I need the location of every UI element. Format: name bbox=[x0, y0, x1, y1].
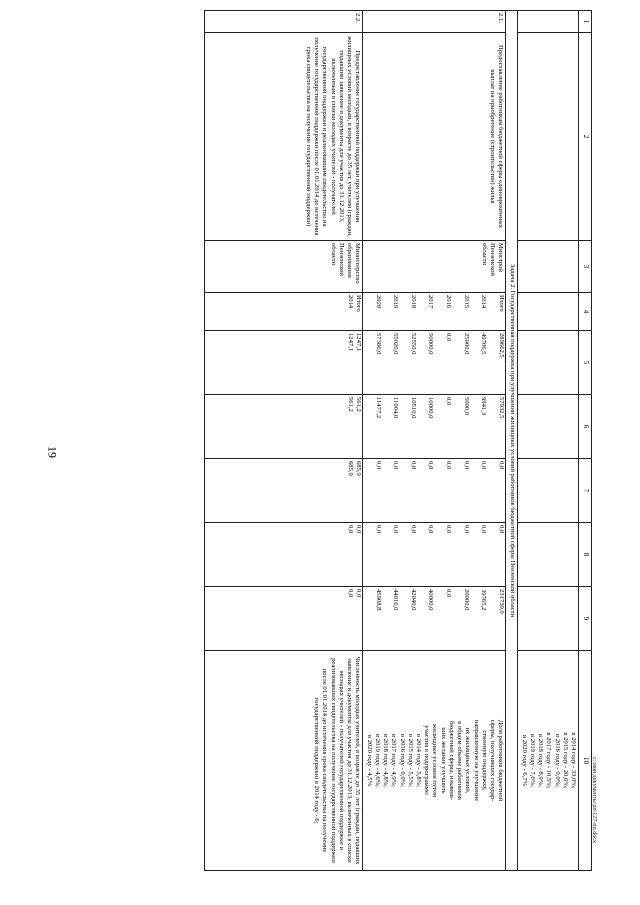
year-cell: 2019 bbox=[382, 293, 400, 331]
regional-value: 9941,3 bbox=[470, 395, 488, 459]
indicator-line: их жилищных условий, bbox=[464, 727, 472, 794]
indicator-line: в 2020 году - 4,5% bbox=[365, 734, 373, 787]
municipal-value: 0,0 bbox=[363, 459, 382, 523]
federal-value: 20000,0 bbox=[452, 587, 470, 651]
program-table bbox=[204, 10, 592, 871]
federal-value: 0,0 bbox=[434, 587, 452, 651]
prev-indicator-row bbox=[518, 11, 579, 871]
total-value: 1247,1 bbox=[204, 331, 354, 395]
year-cell: Итого bbox=[354, 293, 363, 331]
other-value: 0,0 bbox=[399, 523, 417, 587]
municipal-value: 0,0 bbox=[382, 459, 400, 523]
indicator-line: в 2014 году - 5,8%; bbox=[415, 734, 423, 787]
indicator-cell: Численность молодых учителей, в возрасте до 35 лет (граждан, подавших заявление и документы для участия до 31.12.2013, включенных в списки молодых учителей - получателей государственной поддержки и реализовавших свидетельства на получение государственной поддержки после 01.01.2014 до истечения срока свидетельства на получение государственной поддержки) в 2014 году - 6; bbox=[204, 651, 363, 871]
regional-value: 11477,2 bbox=[363, 395, 382, 459]
federal-value: 39765,2 bbox=[470, 587, 488, 651]
indicator-line: в 2015 году - 20,6%; bbox=[561, 732, 569, 789]
federal-value: 231730,0 bbox=[487, 587, 506, 651]
municipal-value: 0,0 bbox=[452, 459, 470, 523]
indicator-line: ших желание улучшить bbox=[439, 727, 447, 794]
other-value: 0,0 bbox=[354, 523, 363, 587]
footer-file-path: c:\мои документы\рп\127-пп.docx bbox=[591, 757, 597, 843]
federal-value: 0,0 bbox=[354, 587, 363, 651]
indicator-line: ственную поддержку, bbox=[480, 730, 488, 791]
year-cell: 2016 bbox=[434, 293, 452, 331]
federal-value: 0,0 bbox=[204, 587, 354, 651]
col-header-8: 8 bbox=[579, 523, 592, 587]
federal-value: 40000,0 bbox=[417, 587, 435, 651]
municipal-value: 685,9 bbox=[354, 459, 363, 523]
table-row bbox=[354, 11, 363, 871]
indicator-line: сферы, получивших государ- bbox=[489, 719, 497, 802]
year-cell: 2018 bbox=[399, 293, 417, 331]
other-value: 0,0 bbox=[487, 523, 506, 587]
other-value: 0,0 bbox=[382, 523, 400, 587]
executor: Министерство образования Пензенской области bbox=[204, 241, 363, 293]
federal-value: 45908,8 bbox=[363, 587, 382, 651]
table-row bbox=[487, 11, 506, 871]
col-header-3: 3 bbox=[579, 241, 592, 293]
rotated-content bbox=[72, 10, 592, 870]
indicator-line: в 2018 году - 8,9%; bbox=[537, 734, 545, 787]
year-cell: 2017 bbox=[417, 293, 435, 331]
total-value: 289662,5 bbox=[487, 331, 506, 395]
other-value: 0,0 bbox=[452, 523, 470, 587]
indicator-line: направленную на улучшение bbox=[472, 719, 480, 802]
indicator-line: в 2020 году - 6,7% bbox=[520, 734, 528, 787]
year-cell: 2014 bbox=[204, 293, 354, 331]
other-value: 0,0 bbox=[363, 523, 382, 587]
regional-value: 0,0 bbox=[434, 395, 452, 459]
landscape-page bbox=[72, 10, 592, 870]
indicator-line: Доля работников бюджетной bbox=[497, 719, 505, 802]
regional-value: 561,2 bbox=[354, 395, 363, 459]
col-header-5: 5 bbox=[579, 331, 592, 395]
regional-value: 561,2 bbox=[204, 395, 354, 459]
other-value: 0,0 bbox=[470, 523, 488, 587]
year-cell: 2020 bbox=[363, 293, 382, 331]
row-number: 2.1. bbox=[363, 11, 506, 33]
municipal-value: 685,9 bbox=[204, 459, 354, 523]
regional-value: 5000,0 bbox=[452, 395, 470, 459]
total-value: 49706,5 bbox=[470, 331, 488, 395]
col-header-9: 9 bbox=[579, 587, 592, 651]
indicator-line: в 2017 году - 10,5%; bbox=[545, 732, 553, 789]
task-row bbox=[506, 11, 518, 871]
col-header-10: 10 bbox=[579, 651, 592, 871]
total-value: 52550,0 bbox=[399, 331, 417, 395]
indicator-line: в 2015 году - 5,5%; bbox=[406, 734, 414, 787]
regional-value: 10510,0 bbox=[399, 395, 417, 459]
total-value: 57386,0 bbox=[363, 331, 382, 395]
col-header-1: 1 bbox=[579, 11, 592, 33]
indicator-line: жилищные условия путем bbox=[431, 723, 439, 798]
indicator-line: в 2019 году - 4,6%; bbox=[373, 734, 381, 787]
other-value: 0,0 bbox=[417, 523, 435, 587]
indicator-line: в 2018 году - 4,8%; bbox=[382, 734, 390, 787]
federal-value: 42040,0 bbox=[399, 587, 417, 651]
indicator-line: в 2016 году - 0,0%; bbox=[553, 734, 561, 787]
municipal-value: 0,0 bbox=[417, 459, 435, 523]
indicator-line: бюджетной сферы, изъявив- bbox=[447, 720, 455, 801]
other-value: 0,0 bbox=[204, 523, 354, 587]
indicator-line: в 2019 году - 7,6%; bbox=[528, 734, 536, 787]
event-name: Предоставление работникам бюджетной сферы единовременных выплат на приобретение (строительство) жилья bbox=[363, 33, 506, 241]
total-value: 0,0 bbox=[434, 331, 452, 395]
year-cell: 2014 bbox=[470, 293, 488, 331]
indicator-line: в общем объеме работников bbox=[456, 721, 464, 800]
col-header-4: 4 bbox=[579, 293, 592, 331]
indicator-cell bbox=[363, 651, 506, 871]
indicator-line: в 2017 году - 4,9%; bbox=[390, 734, 398, 787]
header-row bbox=[579, 11, 592, 871]
municipal-value: 0,0 bbox=[399, 459, 417, 523]
total-value: 50000,0 bbox=[417, 331, 435, 395]
task-title: Задача 2. Государственная поддержка при улучшении жилищных условий работников бюджетной сферы Пензенской области bbox=[506, 11, 518, 871]
regional-value: 10000,0 bbox=[417, 395, 435, 459]
year-cell: Итого bbox=[487, 293, 506, 331]
total-value: 25000,0 bbox=[452, 331, 470, 395]
total-value: 1247,1 bbox=[354, 331, 363, 395]
total-value: 55020,0 bbox=[382, 331, 400, 395]
col-header-7: 7 bbox=[579, 459, 592, 523]
page-number: 19 bbox=[45, 446, 60, 458]
indicator-line: в 2014 году - 33,0%; bbox=[570, 732, 577, 789]
municipal-value: 0,0 bbox=[434, 459, 452, 523]
row-number: 2.2. bbox=[204, 11, 363, 33]
prev-indicator-cell bbox=[518, 651, 579, 871]
regional-value: 57932,5 bbox=[487, 395, 506, 459]
municipal-value: 0,0 bbox=[470, 459, 488, 523]
col-header-2: 2 bbox=[579, 33, 592, 241]
municipal-value: 0,0 bbox=[487, 459, 506, 523]
executor: Минстрой Пензенской области bbox=[363, 241, 506, 293]
other-value: 0,0 bbox=[434, 523, 452, 587]
col-header-6: 6 bbox=[579, 395, 592, 459]
federal-value: 44016,0 bbox=[382, 587, 400, 651]
regional-value: 11004,0 bbox=[382, 395, 400, 459]
event-name: Предоставление государственной поддержки при улучшении жилищных условий молодым, в возрасте до 35 лет, учителям (граждан, подавшим заявление и документы для участия до 31.12.2013, включенным в списки молодых учителей - получателей государственной поддержки и реализовавшим свидетельство на получение государственной поддержки после 01.01.2014 до истечения срока свидетельства на получение государственной поддержки) bbox=[204, 33, 363, 241]
indicator-line: участия в подпрограмме: bbox=[423, 725, 431, 796]
indicator-line: в 2016 году - 0,0%; bbox=[398, 734, 406, 787]
year-cell: 2015 bbox=[452, 293, 470, 331]
